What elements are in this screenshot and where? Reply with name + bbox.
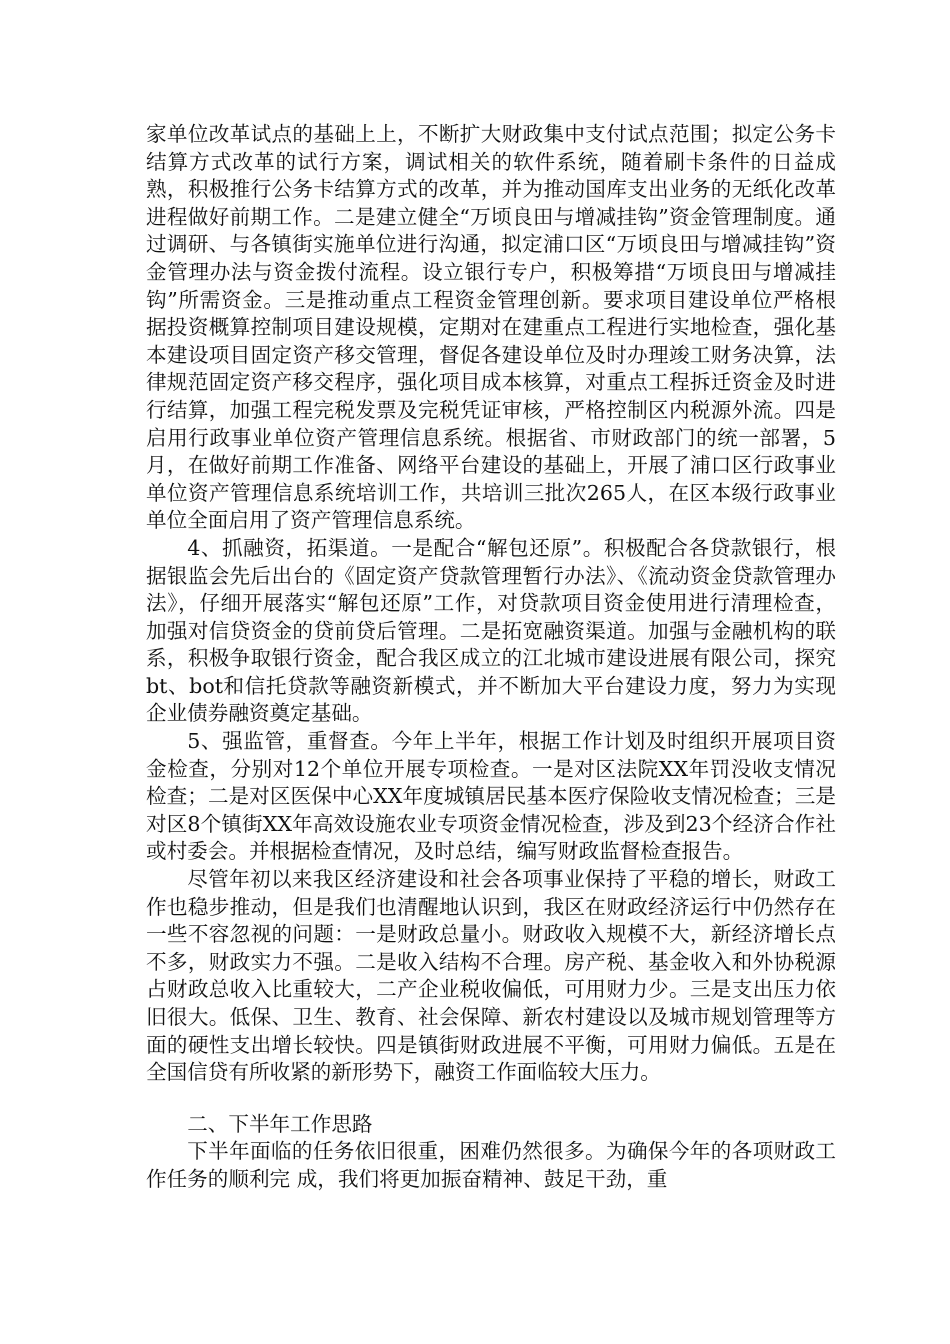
paragraph-problems: 尽管年初以来我区经济建设和社会各项事业保持了平稳的增长，财政工作也稳步推动，但是我们也清醒地认识到，我区在财政经济运行中仍然存在一些不容忽视的问题：一是财政总量小。财政收入规模不大，新经济增长点不多，财政实力不强。二是收入结构不合理。房产税、基金收入和外协税源占财政总收入比重较大，二产企业税收偏低，可用财力少。三是支出压力依旧很大。低保、卫生、教育、社会保障、新农村建设以及城市规划管理等方面的硬性支出增长较快。四是镇街财政进展不平衡，可用财力偏低。五是在全国信贷有所收紧的新形势下，融资工作面临较大压力。 bbox=[146, 867, 836, 1085]
document-page bbox=[146, 121, 836, 1194]
paragraph-supervision: 5、强监管，重督查。今年上半年，根据工作计划及时组织开展项目资金检查，分别对12个单位开展专项检查。一是对区法院XX年罚没收支情况检查；二是对区医保中心XX年度城镇居民基本医疗保险收支情况检查；三是对区8个镇街XX年高效设施农业专项资金情况检查，涉及到23个经济合作社或村委会。并根据检查情况，及时总结，编写财政监督检查报告。 bbox=[146, 729, 836, 864]
section-heading: 二、下半年工作思路 bbox=[187, 1111, 373, 1136]
paragraph-financing: 4、抓融资，拓渠道。一是配合“解包还原”。积极配合各贷款银行，根据银监会先后出台的《固定资产贷款管理暂行办法》、《流动资金贷款管理办法》，仔细开展落实“解包还原”工作，对贷款项目资金使用进行清理检查，加强对信贷资金的贷前贷后管理。二是拓宽融资渠道。加强与金融机构的联系，积极争取银行资金，配合我区成立的江北城市建设进展有限公司，探究bt、bot和信托贷款等融资新模式，并不断加大平台建设力度，努力为实现企业债券融资奠定基础。 bbox=[146, 535, 836, 726]
paragraph-second-half-plan: 下半年面临的任务依旧很重，困难仍然很多。为确保今年的各项财政工作任务的顺利完 成，我们将更加振奋精神、鼓足干劲，重 bbox=[146, 1139, 836, 1191]
paragraph-fiscal-reform: 家单位改革试点的基础上上，不断扩大财政集中支付试点范围；拟定公务卡结算方式改革的试行方案，调试相关的软件系统，随着刷卡条件的日益成熟，积极推行公务卡结算方式的改革，并为推动国库支出业务的无纸化改革进程做好前期工作。二是建立健全“万顷良田与增减挂钩”资金管理制度。通过调研、与各镇街实施单位进行沟通，拟定浦口区“万顷良田与增减挂钩”资金管理办法与资金拨付流程。设立银行专户，积极筹措“万顷良田与增减挂钩”所需资金。三是推动重点工程资金管理创新。要求项目建设单位严格根据投资概算控制项目建设规模，定期对在建重点工程进行实地检查，强化基本建设项目固定资产移交管理，督促各建设单位及时办理竣工财务决算，法律规范固定资产移交程序，强化项目成本核算，对重点工程拆迁资金及时进行结算，加强工程完税发票及完税凭证审核，严格控制区内税源外流。四是启用行政事业单位资产管理信息系统。根据省、市财政部门的统一部署，5月，在做好前期工作准备、网络平台建设的基础上，开展了浦口区行政事业单位资产管理信息系统培训工作，共培训三批次265人，在区本级行政事业单位全面启用了资产管理信息系统。 bbox=[146, 122, 836, 533]
